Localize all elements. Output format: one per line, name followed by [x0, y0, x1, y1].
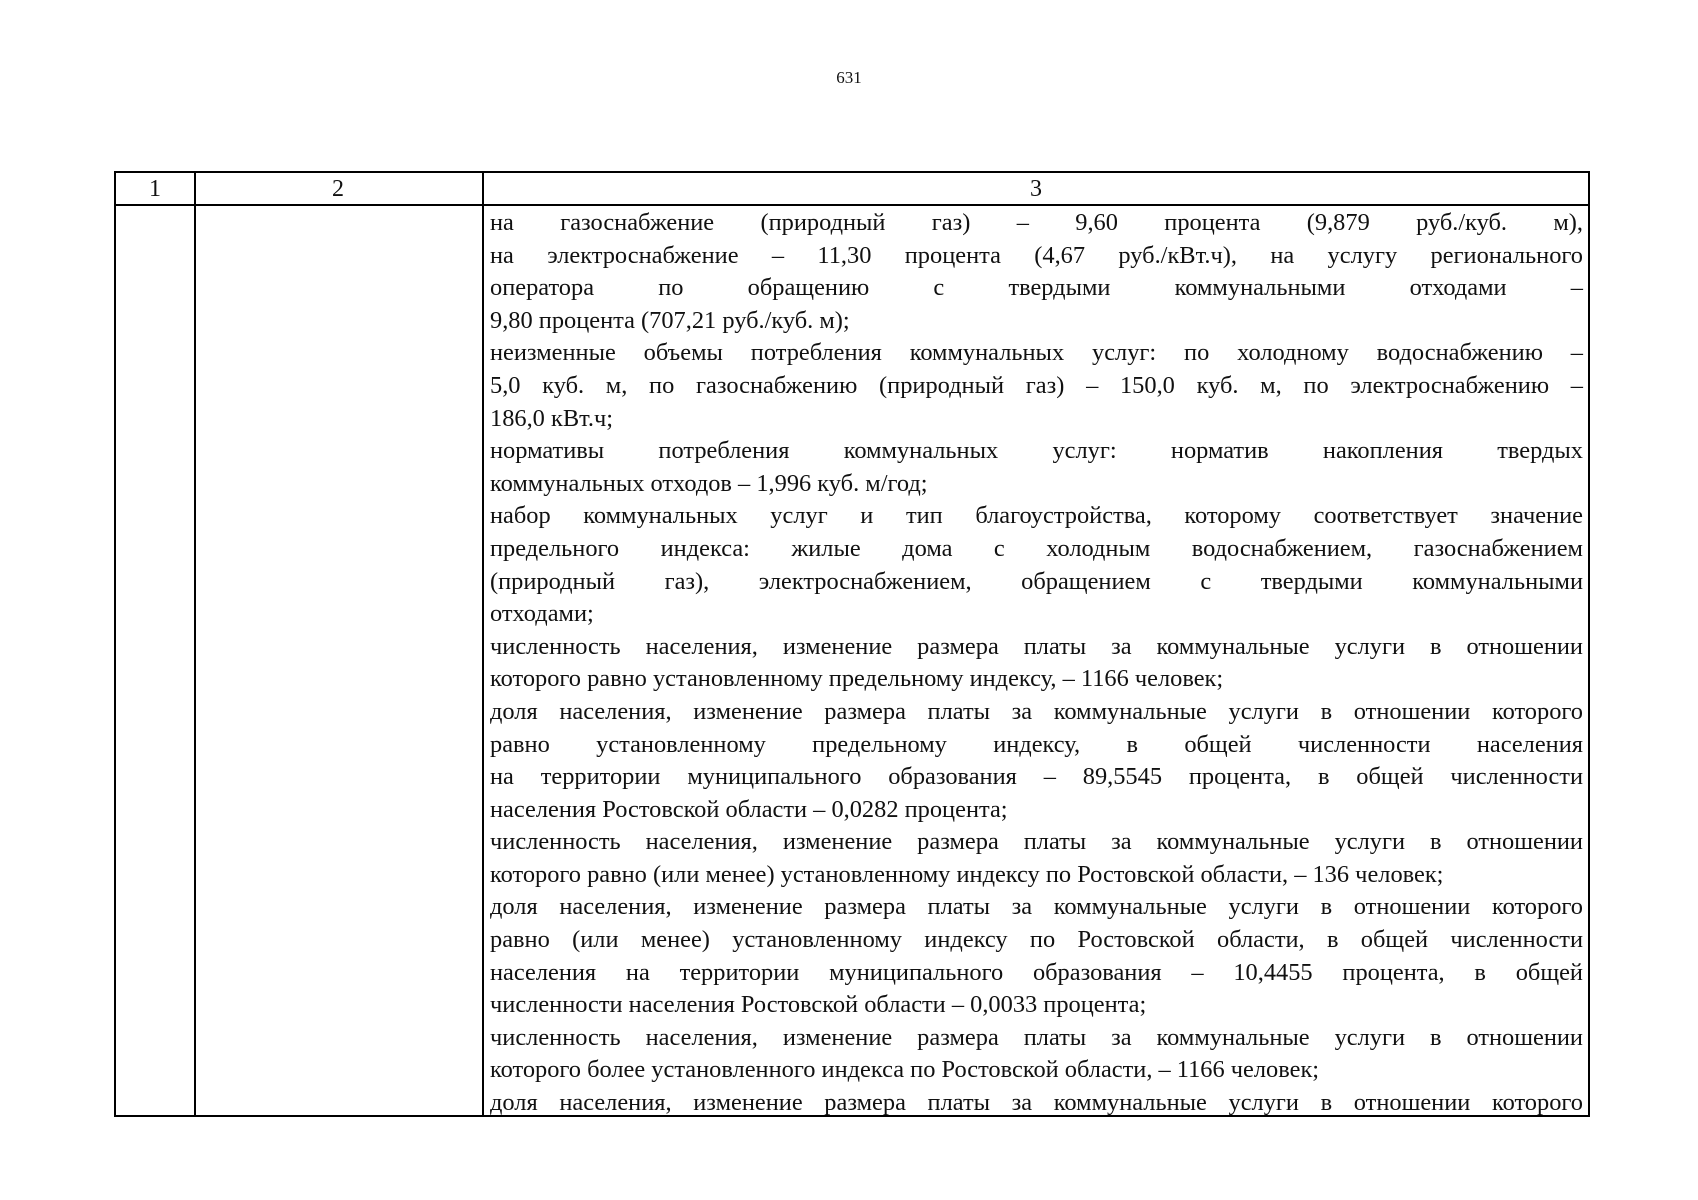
- text-line: численность населения, изменение размера платы за коммунальные услуги в отношении: [490, 1023, 1583, 1051]
- text-line: на электроснабжение – 11,30 процента (4,67 руб./кВт.ч), на услугу регионального: [490, 241, 1583, 269]
- text-line: населения на территории муниципального образования – 10,4455 процента, в общей: [490, 958, 1583, 986]
- text-line: неизменные объемы потребления коммунальных услуг: по холодному водоснабжению –: [490, 339, 1583, 367]
- text-line: на газоснабжение (природный газ) – 9,60 процента (9,879 руб./куб. м),: [490, 209, 1583, 236]
- column-header-2: 2: [332, 176, 344, 202]
- text-line: численность населения, изменение размера платы за коммунальные услуги в отношении: [490, 828, 1583, 856]
- page-number: 631: [836, 68, 862, 87]
- text-line: которого равно (или менее) установленному индексу по Ростовской области, – 136 человек;: [490, 860, 1444, 888]
- text-line: доля населения, изменение размера платы за коммунальные услуги в отношении которого: [490, 697, 1583, 725]
- text-line: населения Ростовской области – 0,0282 процента;: [490, 795, 1008, 823]
- column-header-3: 3: [1030, 176, 1042, 202]
- text-line: набор коммунальных услуг и тип благоустройства, которому соответствует значение: [490, 502, 1583, 530]
- text-line: равно (или менее) установленному индексу по Ростовской области, в общей численности: [490, 926, 1583, 954]
- text-line: нормативы потребления коммунальных услуг: норматив накопления твердых: [490, 437, 1583, 465]
- column-divider: [194, 173, 196, 1115]
- table-header-row: [116, 173, 1588, 206]
- text-line: которого более установленного индекса по Ростовской области, – 1166 человек;: [490, 1056, 1320, 1084]
- text-line: доля населения, изменение размера платы за коммунальные услуги в отношении которого: [490, 893, 1583, 921]
- text-line: равно установленному предельному индексу, в общей численности населения: [490, 730, 1583, 758]
- column-header-1: 1: [149, 176, 161, 202]
- text-line: которого равно установленному предельному индексу, – 1166 человек;: [490, 665, 1224, 693]
- text-line: 186,0 кВт.ч;: [490, 404, 614, 432]
- text-line: доля населения, изменение размера платы за коммунальные услуги в отношении которого: [490, 1089, 1583, 1117]
- text-line: 5,0 куб. м, по газоснабжению (природный газ) – 150,0 куб. м, по электроснабжению –: [490, 371, 1583, 399]
- text-line: (природный газ), электроснабжением, обращением с твердыми коммунальными: [490, 567, 1583, 595]
- text-line: оператора по обращению с твердыми коммунальными отходами –: [490, 274, 1583, 302]
- column-divider: [482, 173, 484, 1115]
- data-table: [114, 171, 1590, 1117]
- text-line: предельного индекса: жилые дома с холодным водоснабжением, газоснабжением: [490, 534, 1583, 562]
- text-line: коммунальных отходов – 1,996 куб. м/год;: [490, 469, 928, 497]
- column-3-text: [490, 207, 1583, 1120]
- text-line: отходами;: [490, 600, 594, 628]
- text-line: 9,80 процента (707,21 руб./куб. м);: [490, 306, 850, 334]
- text-line: численности населения Ростовской области – 0,0033 процента;: [490, 991, 1147, 1019]
- text-line: на территории муниципального образования – 89,5545 процента, в общей численности: [490, 763, 1583, 791]
- text-line: численность населения, изменение размера платы за коммунальные услуги в отношении: [490, 632, 1583, 660]
